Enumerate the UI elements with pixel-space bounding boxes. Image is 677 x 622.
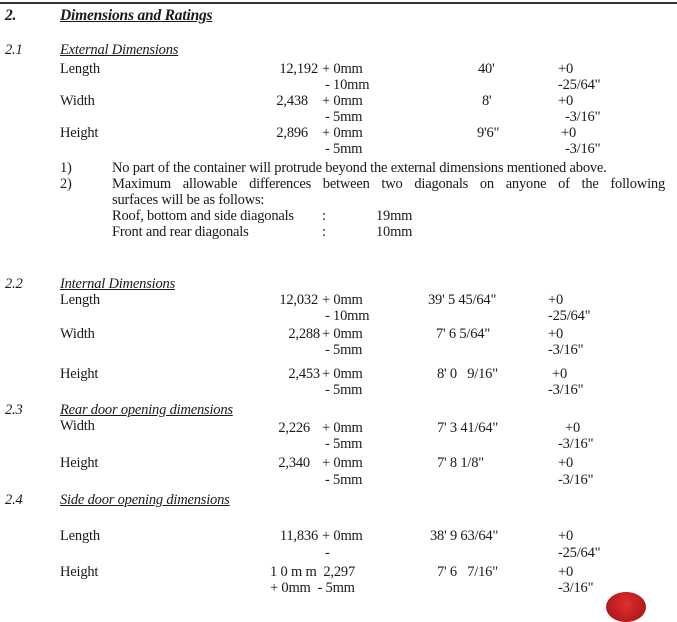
mm-value: 2,288 — [288, 326, 320, 342]
mm-value: 2,340 — [278, 455, 310, 471]
mm-value: 1 0 m m 2,297 — [270, 564, 356, 580]
imperial-minus: -25/64" — [558, 545, 601, 561]
mm-value: 2,896 — [276, 125, 308, 141]
row-label: Height — [60, 366, 99, 382]
diagonal-label: Front and rear diagonals — [112, 224, 249, 240]
row-label: Length — [60, 61, 100, 77]
subsection-title: Side door opening dimensions — [60, 492, 230, 508]
imperial-value: 7' 8 1/8" — [437, 455, 485, 471]
imperial-value: 40' — [478, 61, 495, 77]
imperial-plus: +0 — [548, 326, 564, 342]
tolerance-minus: - 5mm — [325, 472, 363, 488]
section-title: Dimensions and Ratings — [60, 7, 213, 24]
subsection-title: Internal Dimensions — [60, 276, 176, 292]
imperial-value: 7' 3 41/64" — [437, 420, 499, 436]
subsection-number: 2.3 — [5, 402, 23, 418]
row-label: Width — [60, 93, 95, 109]
row-label: Width — [60, 326, 95, 342]
imperial-minus: -3/16" — [548, 382, 584, 398]
imperial-value: 7' 6 5/64" — [436, 326, 491, 342]
tolerance-plus: + 0mm — [322, 420, 363, 436]
mm-value: 12,032 — [279, 292, 318, 308]
subsection-title: Rear door opening dimensions — [60, 402, 233, 418]
tolerance-minus: - 5mm — [325, 342, 363, 358]
row-label: Length — [60, 528, 100, 544]
tolerance-minus: - — [325, 545, 330, 561]
tolerance-plus: + 0mm — [322, 292, 363, 308]
top-rule — [0, 2, 677, 4]
tolerance-plus: + 0mm — [322, 528, 363, 544]
tolerance-plus: + 0mm — [322, 326, 363, 342]
diagonal-label: Roof, bottom and side diagonals — [112, 208, 294, 224]
imperial-value: 38' 9 63/64" — [430, 528, 499, 544]
mm-value: 12,192 — [279, 61, 318, 77]
tolerance-plus: + 0mm — [322, 125, 363, 141]
imperial-value: 8' — [482, 93, 492, 109]
subsection-title: External Dimensions — [60, 42, 179, 58]
note-marker: 2) — [60, 176, 72, 192]
tolerance-minus: - 5mm — [325, 382, 363, 398]
imperial-minus: -3/16" — [565, 141, 601, 157]
subsection-number: 2.4 — [5, 492, 23, 508]
tolerance-minus: - 5mm — [325, 436, 363, 452]
imperial-minus: -3/16" — [558, 580, 594, 596]
imperial-plus: +0 — [558, 61, 574, 77]
imperial-minus: -3/16" — [548, 342, 584, 358]
row-label: Height — [60, 125, 99, 141]
diagonal-value: 10mm — [376, 224, 413, 240]
imperial-plus: +0 — [552, 366, 568, 382]
tolerance-minus: - 10mm — [325, 308, 370, 324]
tolerance-minus: - 5mm — [325, 109, 363, 125]
imperial-minus: -3/16" — [558, 436, 594, 452]
imperial-plus: +0 — [558, 93, 574, 109]
imperial-minus: -25/64" — [558, 77, 601, 93]
tolerance-minus: - 5mm — [325, 141, 363, 157]
row-label: Width — [60, 418, 95, 434]
tolerance-minus: - 10mm — [325, 77, 370, 93]
imperial-plus: +0 — [558, 455, 574, 471]
row-label: Height — [60, 455, 99, 471]
subsection-number: 2.2 — [5, 276, 23, 292]
tolerance-plus: + 0mm — [322, 93, 363, 109]
tolerance-plus: + 0mm — [322, 61, 363, 77]
imperial-plus: +0 — [565, 420, 581, 436]
tolerance-plus: + 0mm — [322, 366, 363, 382]
diagonal-value: 19mm — [376, 208, 413, 224]
imperial-value: 9'6" — [477, 125, 500, 141]
mm-value: 2,453 — [288, 366, 320, 382]
mm-value: 2,226 — [278, 420, 310, 436]
note-text-continued: surfaces will be as follows: — [112, 192, 265, 208]
note-text: No part of the container will protrude beyond the external dimensions mentioned above. — [112, 160, 607, 176]
subsection-number: 2.1 — [5, 42, 23, 58]
row-label: Length — [60, 292, 100, 308]
red-stamp-icon — [606, 592, 646, 622]
imperial-value: 8' 0 9/16" — [437, 366, 498, 382]
mm-value: 2,438 — [276, 93, 308, 109]
note-marker: 1) — [60, 160, 72, 176]
diagonal-separator: : — [322, 208, 326, 224]
diagonal-separator: : — [322, 224, 326, 240]
imperial-value: 39' 5 45/64" — [428, 292, 497, 308]
tolerance: + 0mm - 5mm — [270, 580, 355, 596]
tolerance-plus: + 0mm — [322, 455, 363, 471]
imperial-plus: +0 — [558, 528, 574, 544]
imperial-minus: -3/16" — [565, 109, 601, 125]
imperial-minus: -25/64" — [548, 308, 591, 324]
imperial-plus: +0 — [548, 292, 564, 308]
imperial-minus: -3/16" — [558, 472, 594, 488]
imperial-plus: +0 — [558, 564, 574, 580]
section-number: 2. — [5, 7, 17, 24]
note-text: Maximum allowable differences between two diagonals on anyone of the following — [112, 176, 665, 192]
mm-value: 11,836 — [279, 528, 318, 544]
imperial-plus: +0 — [561, 125, 577, 141]
imperial-value: 7' 6 7/16" — [437, 564, 498, 580]
row-label: Height — [60, 564, 99, 580]
